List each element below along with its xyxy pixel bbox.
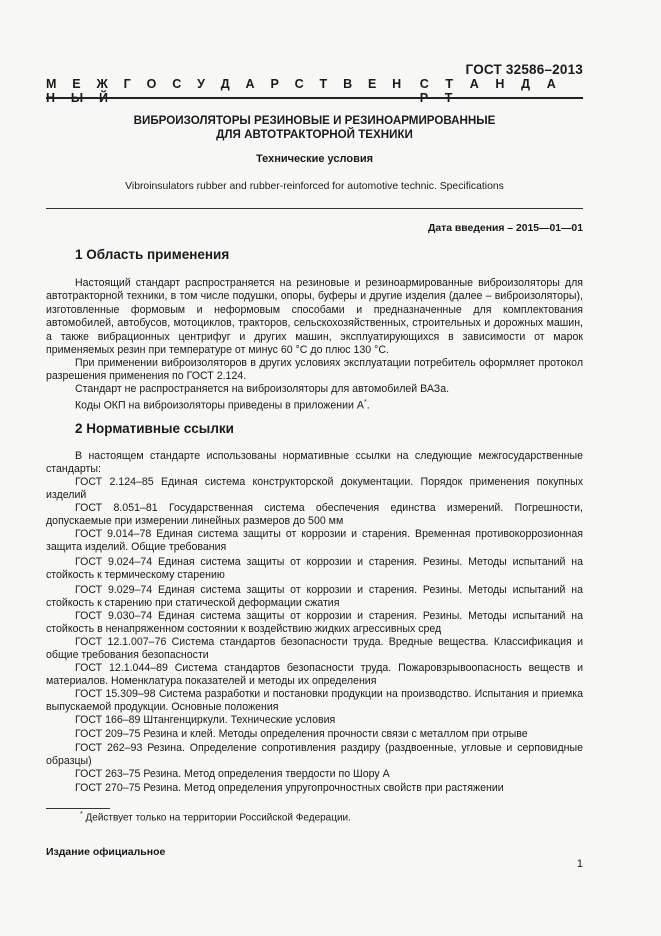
reference-item: ГОСТ 2.124–85 Единая система конструкторской документации. Порядок применения покупных изделий bbox=[46, 476, 583, 502]
footnote: * Действует только на территории Российской Федерации. bbox=[80, 811, 351, 824]
reference-item: ГОСТ 270–75 Резина. Метод определения упругопрочностных свойств при растяжении bbox=[75, 782, 504, 794]
section-1-paragraph-2: При применении виброизоляторов в других условиях эксплуатации потребитель оформляет протокол разрешения применения по ГОСТ 2.124. bbox=[46, 357, 583, 383]
reference-item: ГОСТ 166–89 Штангенциркули. Технические условия bbox=[75, 714, 336, 726]
introduction-date: Дата введения – 2015—01—01 bbox=[427, 223, 583, 234]
reference-item: ГОСТ 15.309–98 Система разработки и постановки продукции на производство. Испытания и приемка выпускаемой продукции. Основные положения bbox=[46, 688, 583, 714]
reference-item: ГОСТ 9.024–74 Единая система защиты от коррозии и старения. Резины. Методы испытаний на стойкость к термическому старению bbox=[46, 556, 583, 582]
interstate-standard-banner bbox=[46, 77, 583, 105]
reference-item: ГОСТ 8.051–81 Государственная система обеспечения единства измерений. Погрешности, допускаемые при измерении линейных размеров до 500 мм bbox=[46, 502, 583, 528]
section-2-intro: В настоящем стандарте использованы нормативные ссылки на следующие межгосударственные стандарты: bbox=[46, 450, 583, 476]
official-edition-label: Издание официальное bbox=[46, 846, 166, 858]
english-title: Vibroinsulators rubber and rubber-reinforced for automotive technic. Specifications bbox=[125, 181, 504, 192]
banner-word-interstate: М Е Ж Г О С У Д А Р С Т В Е Н Н Ы Й bbox=[46, 77, 408, 105]
reference-item: ГОСТ 263–75 Резина. Метод определения твердости по Шору А bbox=[75, 768, 390, 780]
section-1-paragraph-4: Коды ОКП на виброизоляторы приведены в приложении А*. bbox=[75, 399, 370, 412]
gost-number: ГОСТ 32586–2013 bbox=[465, 62, 583, 77]
banner-word-standard: С Т А Н Д А Р Т bbox=[419, 77, 563, 105]
reference-item: ГОСТ 209–75 Резина и клей. Методы определения прочности связи с металлом при отрыве bbox=[75, 728, 528, 740]
title-rule bbox=[46, 208, 583, 209]
reference-item: ГОСТ 12.1.044–89 Система стандартов безопасности труда. Пожаровзрывоопасность веществ и материалов. Номенклатура показателей и методы их определения bbox=[46, 662, 583, 688]
section-1-heading: 1 Область применения bbox=[75, 247, 230, 262]
document-subtitle: Технические условия bbox=[255, 153, 374, 165]
footnote-mark: * bbox=[363, 399, 367, 406]
title-line-2: ДЛЯ АВТОТРАКТОРНОЙ ТЕХНИКИ bbox=[216, 128, 413, 141]
reference-item: ГОСТ 9.014–78 Единая система защиты от коррозии и старения. Временная противокоррозионная защита изделий. Общие требования bbox=[46, 528, 583, 554]
section-1-paragraph-1: Настоящий стандарт распространяется на резиновые и резиноармированные виброизоляторы для автотракторной техники, в том числе подушки, опоры, буферы и другие изделия (далее – виброизоляторы), изготовленные формовым и неформовым способами и предназначенные для комплектования автомобилей, автобусов, мотоциклов, тракторов, сельскохозяйственных, строительных и дорожных машин, а также вибрационных центрифуг и других машин, эксплуатирующихся в зависимости от марок применяемых резин при температуре от минус 60 °С до плюс 130 °С. bbox=[46, 277, 583, 357]
section-1-paragraph-3: Стандарт не распространяется на виброизоляторы для автомобилей ВАЗа. bbox=[75, 383, 450, 395]
reference-item: ГОСТ 9.029–74 Единая система защиты от коррозии и старения. Резины. Методы испытаний на стойкость к старению при статической деформации сжатия bbox=[46, 584, 583, 610]
footnote-rule bbox=[46, 808, 110, 809]
reference-item: ГОСТ 9.030–74 Единая система защиты от коррозии и старения. Резины. Методы испытаний на стойкость в ненапряженном состоянии к воздействию жидких агрессивных сред bbox=[46, 610, 583, 636]
page-number: 1 bbox=[576, 858, 583, 870]
banner-rule bbox=[46, 97, 583, 99]
reference-item: ГОСТ 12.1.007–76 Система стандартов безопасности труда. Вредные вещества. Классификация и общие требования безопасности bbox=[46, 636, 583, 662]
title-line-1: ВИБРОИЗОЛЯТОРЫ РЕЗИНОВЫЕ И РЕЗИНОАРМИРОВАННЫЕ bbox=[133, 114, 496, 127]
section-2-heading: 2 Нормативные ссылки bbox=[75, 421, 234, 436]
reference-item: ГОСТ 262–93 Резина. Определение сопротивления раздиру (раздвоенные, угловые и серповидные образцы) bbox=[46, 742, 583, 768]
document-title bbox=[46, 114, 583, 142]
